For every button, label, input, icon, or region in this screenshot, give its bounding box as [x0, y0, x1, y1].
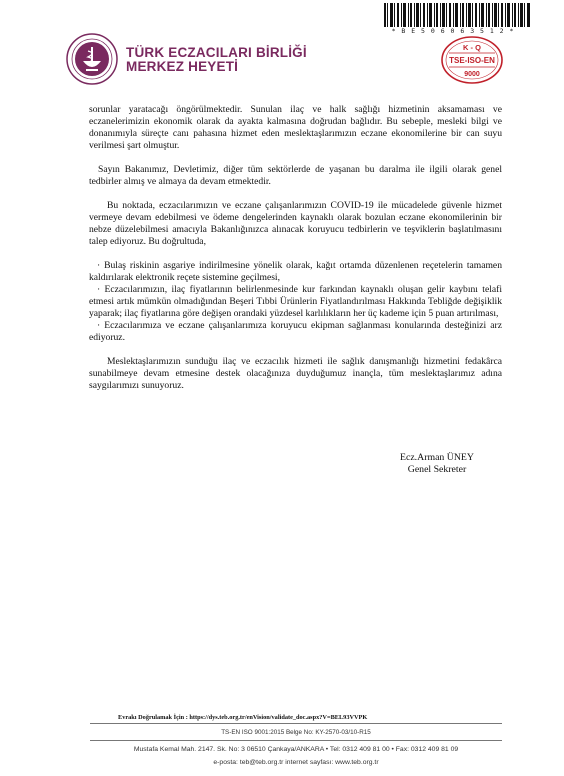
- paragraph-3: Bu noktada, eczacılarımızın ve eczane çalışanlarımızın COVID-19 ile mücadelede güvenle hizmet vermeye devam edebilmesi ve ödeme dengelerinden kaynaklı olarak bozulan eczane ekonomilerinin bir nebze düzelebilmesi amacıyla Bakanlığınızca alınacak koruyucu tedbirlerin ve teşviklerin başlatılmasını talep ediyoruz. Bu doğrultuda,: [89, 200, 502, 247]
- paragraph-4: Meslektaşlarımızın sunduğu ilaç ve eczacılık hizmeti ile sağlık danışmanlığı hizmetini fedakârca sunabilmeye devam etmesine destek olacağınıza duyduğumuz inançla, tüm meslektaşlarımız adına saygılarımızı sunuyoruz.: [89, 356, 502, 391]
- signatory-title: Genel Sekreter: [407, 464, 467, 475]
- letter-body: [89, 104, 502, 392]
- bullet-3: · Eczacılarımıza ve eczane çalışanlarımıza koruyucu ekipman sağlanması konularında desteğinizi arz ediyoruz.: [89, 320, 502, 343]
- signature-block: [384, 452, 490, 476]
- bullet-1: · Bulaş riskinin asgariye indirilmesine yönelik olarak, kağıt ortamda düzenlenen reçetelerin tamamen kaldırılarak elektronik reçete sistemine geçilmesi,: [89, 260, 502, 283]
- teb-logo-icon: [66, 33, 118, 85]
- barcode-icon: [384, 3, 530, 27]
- cert-line3: 9000: [464, 71, 480, 78]
- paragraph-1: sorunlar yaratacağı öngörülmektedir. Sunulan ilaç ve halk sağlığı hizmetinin aksamaması ve eczanelerimizin ekonomik olarak da ayakta kalmasına doğrudan bağlıdır. Bu sebeple, mesleki bilgi ve donanımıyla süreçte canı pahasına hizmet eden meslektaşlarımızın eczane ekonomilerine bir can suyu verilmesi şart olmuştur.: [89, 104, 502, 151]
- organization-name: [126, 46, 307, 74]
- cert-line2: TSE-ISO-EN: [449, 56, 495, 65]
- paragraph-2: Sayın Bakanımız, Devletimiz, diğer tüm sektörlerde de yaşanan bu daralma ile ilgili olarak genel tedbirler almış ve almaya da devam etmektedir.: [89, 164, 502, 187]
- barcode-number: * B E 5 0 6 0 6 3 5 1 2 *: [391, 27, 515, 35]
- cert-line1: K - Q: [463, 43, 481, 52]
- footer-divider-top: [90, 723, 502, 724]
- bullet-2: · Eczacılarımızın, ilaç fiyatlarının belirlenmesinde kur farkından kaynaklı oluşan gelir kaybını telafi etmesi artık mümkün olmadığından Beşeri Tıbbi Ürünlerin Fiyatlandırılması Hakkında Tebliğde değişiklik yaparak; ilaç fiyatlarına göre değişen orandaki yüzdesel karlılıkların her üç kademe için 5 puan artırılması,: [89, 284, 502, 319]
- footer-address: Mustafa Kemal Mah. 2147. Sk. No: 3 06510 Çankaya/ANKARA • Tel: 0312 409 81 00 • Fax: 0312 409 81 09: [133, 746, 459, 753]
- organization-name-line1: TÜRK ECZACILARI BİRLİĞİ: [126, 45, 307, 60]
- certification-mark-icon: [441, 36, 503, 84]
- signatory-name: Ecz.Arman ÜNEY: [400, 452, 474, 463]
- verification-link[interactable]: https://dys.teb.org.tr/enVision/validate_doc.aspx?V=BEL93VVPK: [189, 714, 368, 721]
- footer-standard: TS-EN ISO 9001:2015 Belge No: KY-2570-03/10-R15: [221, 729, 371, 736]
- organization-name-line2: MERKEZ HEYETİ: [126, 59, 239, 74]
- footer-divider-middle: [90, 740, 502, 741]
- verification-label: Evrakı Doğrulamak İçin :: [118, 714, 188, 721]
- verification-line: [118, 714, 367, 721]
- footer-contact: e-posta: teb@teb.org.tr internet sayfası: www.teb.org.tr: [213, 759, 379, 766]
